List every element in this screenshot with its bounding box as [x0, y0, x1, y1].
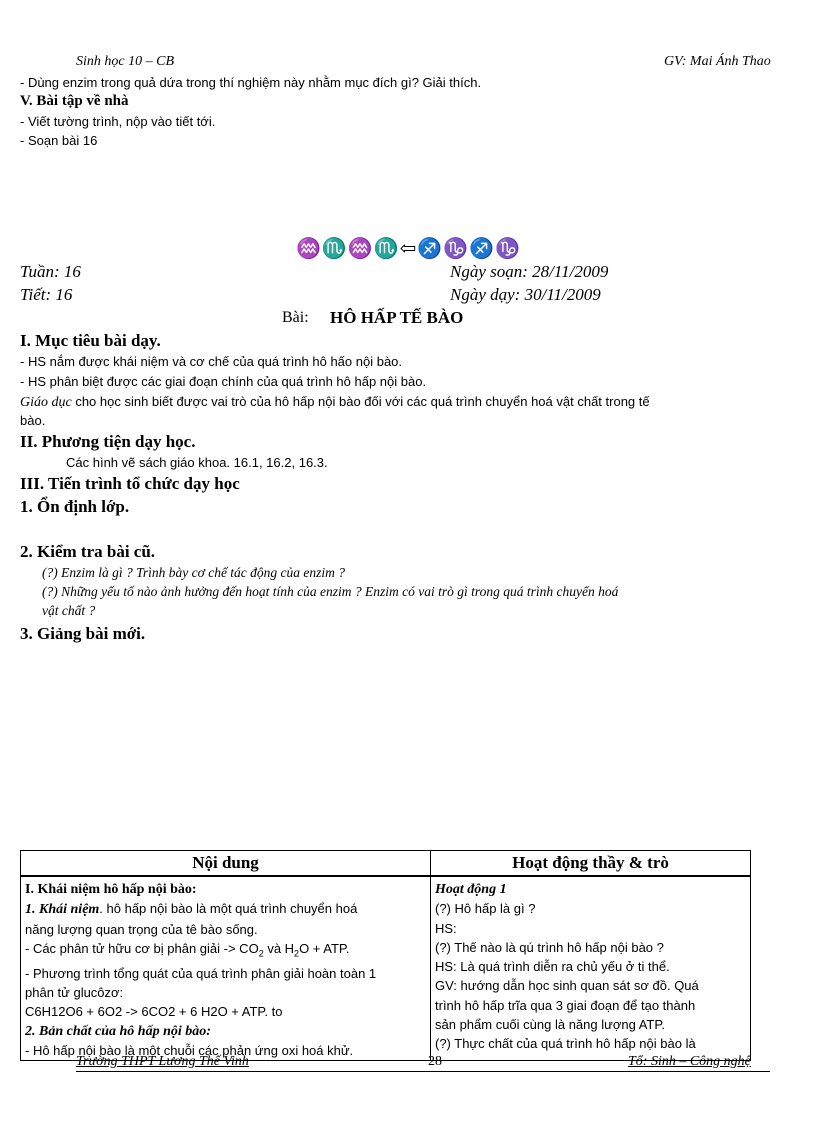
content-breakdown [25, 939, 426, 964]
objective-education [20, 394, 650, 411]
materials-line: Các hình vẽ sách giáo khoa. 16.1, 16.2, 16.3. [66, 455, 328, 470]
review-question-2-cont: vật chất ? [42, 603, 96, 618]
content-nature-title: 2. Bản chất của hô hấp nội bào: [25, 1023, 211, 1039]
period-label: Tiết: 16 [20, 285, 73, 304]
process-heading: III. Tiến trình tổ chức dạy học [20, 474, 240, 493]
lesson-table [20, 850, 751, 1061]
activity-student-2: HS: Là quá trình diễn ra chủ yếu ở ti thể. [435, 959, 670, 975]
objective-line-2: - HS phân biệt được các giai đoạn chính của quá trình hô hấp nội bào. [20, 374, 427, 389]
page-number: 28 [428, 1054, 442, 1069]
header-subject: Sinh học 10 – CB [76, 54, 174, 69]
content-equation-intro: - Phương trình tổng quát của quá trình phân giải hoàn toàn 1 [25, 965, 377, 981]
step-3: 3. Giảng bài mới. [20, 624, 146, 643]
activity-question-1: (?) Hô hấp là gì ? [435, 901, 536, 917]
breakdown-sub-1: 2 [258, 948, 264, 959]
activity-teacher-3: sản phẩm cuối cùng là năng lượng ATP. [435, 1017, 665, 1033]
lesson-title: HÔ HẤP TẾ BÀO [330, 308, 464, 327]
homework-line-2: - Soạn bài 16 [20, 133, 98, 148]
prep-date: Ngày soạn: 28/11/2009 [450, 262, 609, 281]
objective-education-cont: bào. [20, 413, 46, 428]
table-row [21, 876, 751, 1061]
activity-cell [431, 876, 751, 1061]
footer-school: Trường THPT Lương Thế Vinh [76, 1054, 249, 1069]
prev-question: - Dùng enzim trong quả dứa trong thí nghiệm này nhằm mục đích gì? Giải thích. [20, 75, 482, 90]
definition-label: 1. Khái niệm [25, 902, 100, 918]
activity-student-1: HS: [435, 920, 457, 936]
activity-question-2: (?) Thế nào là qú trình hô hấp nội bào ? [435, 939, 664, 955]
teach-date: Ngày dạy: 30/11/2009 [450, 285, 601, 304]
activity-title: Hoạt động 1 [435, 882, 507, 897]
content-equation-intro-cont: phân tử glucôzơ: [25, 985, 124, 1001]
breakdown-sub-2: 2 [294, 948, 300, 959]
homework-heading: V. Bài tập về nhà [20, 93, 129, 109]
content-nature-text: - Hô hấp nội bào là một chuỗi các phản ứng oxi hoá khử. [25, 1042, 354, 1058]
content-definition-cont: năng lượng quan trọng của tê bào sống. [25, 921, 258, 937]
objective-line-1: - HS nắm được khái niệm và cơ chế của quá trình hô hấo nội bào. [20, 354, 403, 369]
week-label: Tuần: 16 [20, 262, 81, 281]
education-label: Giáo dục [20, 395, 72, 410]
activity-teacher-2: trình hô hấp trĩa qua 3 giai đoạn để tạo thành [435, 997, 696, 1013]
objectives-heading: I. Mục tiêu bài dạy. [20, 331, 161, 350]
lesson-label: Bài: [282, 309, 309, 326]
homework-line-1: - Viết tường trình, nộp vào tiết tới. [20, 114, 216, 129]
col-header-content: Nội dung [21, 851, 431, 877]
breakdown-text-c: O + ATP. [299, 940, 350, 956]
definition-text: . hô hấp nội bào là một quá trình chuyển hoá [99, 901, 358, 917]
table-header-row [21, 851, 751, 877]
ornament-divider: ♒♏♒♏⇦♐♑♐♑ [296, 238, 521, 260]
col-header-activity: Hoạt động thầy & trò [431, 851, 751, 877]
header-teacher: GV: Mai Ánh Thao [664, 54, 771, 69]
footer-department: Tổ: Sinh – Công nghệ [628, 1054, 751, 1069]
content-cell [21, 876, 431, 1061]
review-question-1: (?) Enzim là gì ? Trình bày cơ chế tác động của enzim ? [42, 565, 346, 580]
content-equation: C6H12O6 + 6O2 -> 6CO2 + 6 H2O + ATP. to [25, 1004, 283, 1020]
activity-teacher-1: GV: hướng dẫn học sinh quan sát sơ đồ. Quá [435, 978, 699, 994]
breakdown-text-b: và H [263, 940, 295, 956]
step-2: 2. Kiểm tra bài cũ. [20, 542, 156, 561]
content-definition [25, 899, 426, 919]
materials-heading: II. Phương tiện dạy học. [20, 432, 196, 451]
breakdown-text-a: - Các phân tử hữu cơ bị phân giải -> CO [25, 940, 259, 956]
content-section-title: I. Khái niệm hô hấp nội bào: [25, 882, 197, 897]
step-1: 1. Ổn định lớp. [20, 497, 130, 516]
review-question-2: (?) Những yếu tố nào ảnh hưởng đến hoạt tính của enzim ? Enzim có vai trò gì trong quá trình chuyển hoá [42, 584, 619, 599]
education-text: cho học sinh biết được vai trò của hô hấp nội bào đối với các quá trình chuyển hoá vật chất trong tế [71, 394, 650, 409]
activity-question-3: (?) Thực chất của quá trình hô hấp nội bào là [435, 1036, 696, 1052]
footer-rule [76, 1071, 770, 1072]
